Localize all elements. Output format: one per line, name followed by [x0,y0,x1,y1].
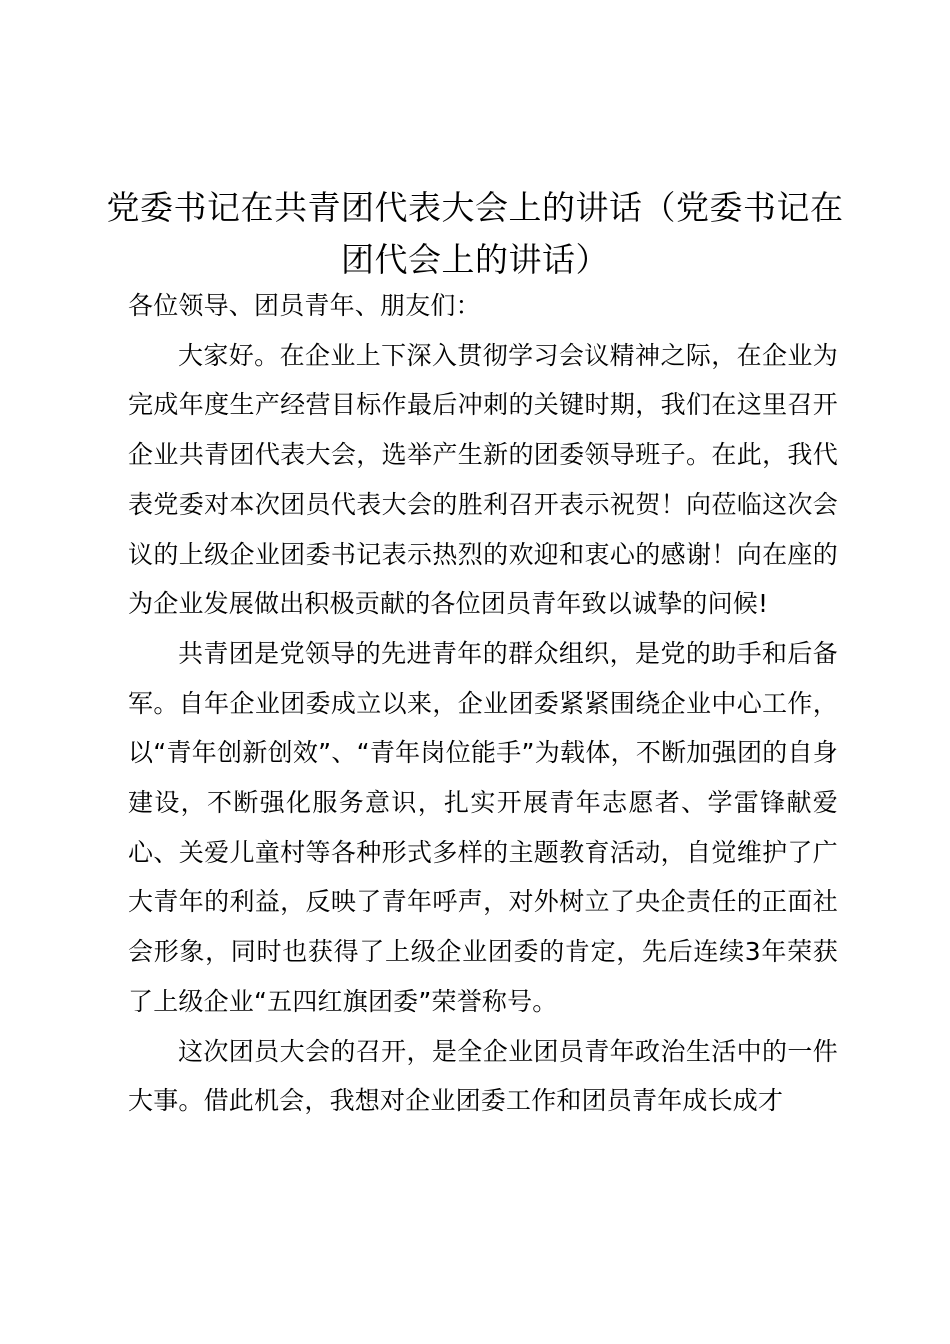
document-title: 党委书记在共青团代表大会上的讲话（党委书记在团代会上的讲话） [106,188,844,279]
paragraph-2: 共青团是党领导的先进青年的群众组织，是党的助手和后备军。自年企业团委成立以来，企业团委紧紧围绕企业中心工作，以“青年创新创效”、“青年岗位能手”为载体，不断加强团的自身建设，不断强化服务意识，扎实开展青年志愿者、学雷锋献爱心、关爱儿童村等各种形式多样的主题教育活动，自觉维护了广大青年的利益，反映了青年呼声，对外树立了央企责任的正面社会形象，同时也获得了上级企业团委的肯定，先后连续3年荣获了上级企业“五四红旗团委”荣誉称号。 [128,638,838,1016]
paragraph-1: 大家好。在企业上下深入贯彻学习会议精神之际，在企业为完成年度生产经营目标作最后冲刺的关键时期，我们在这里召开企业共青团代表大会，选举产生新的团委领导班子。在此，我代表党委对本次团员代表大会的胜利召开表示祝贺！向莅临这次会议的上级企业团委书记表示热烈的欢迎和衷心的感谢！向在座的为企业发展做出积极贡献的各位团员青年致以诚挚的问候! [128,340,838,619]
document-body [128,281,838,1126]
salutation: 各位领导、团员青年、朋友们： [128,291,481,320]
paragraph-3: 这次团员大会的召开，是全企业团员青年政治生活中的一件大事。借此机会，我想对企业团委工作和团员青年成长成才 [128,1036,838,1116]
